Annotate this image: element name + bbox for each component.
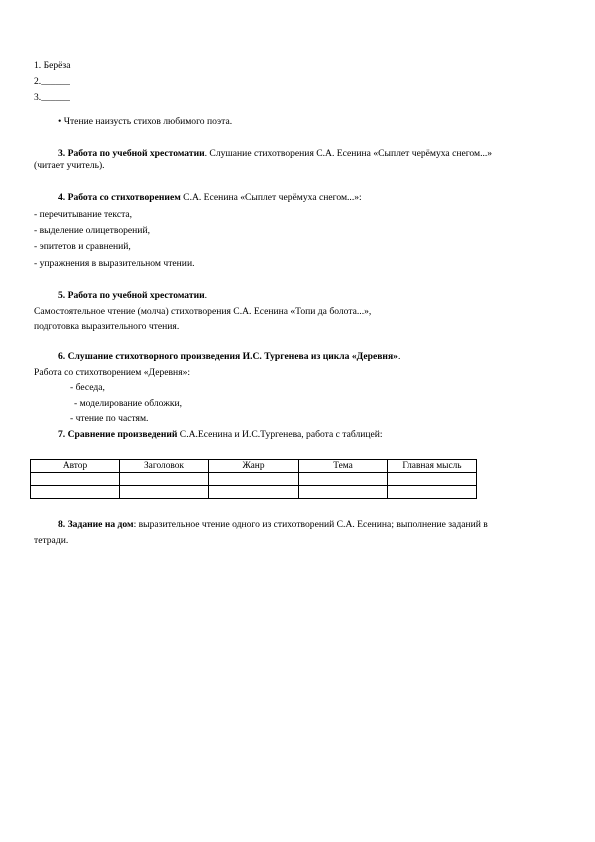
section8-heading: Задание на дом — [67, 519, 134, 530]
section6-heading-end: . — [397, 351, 401, 362]
table-header-cell: Тема — [299, 460, 388, 473]
table-cell — [209, 473, 299, 486]
list-item-2: 2.______ — [34, 76, 70, 87]
table-cell — [209, 486, 299, 499]
section5-heading-end: . — [204, 290, 208, 301]
table-header-cell: Автор — [31, 460, 120, 473]
section6-item: - моделирование обложки, — [74, 398, 183, 409]
section4-item: - выделение олицетворений, — [34, 225, 150, 236]
section6-title — [58, 351, 400, 363]
table-header-cell: Жанр — [209, 460, 299, 473]
section3-number: 3. — [58, 148, 66, 159]
section3-text: . Слушание стихотворения С.А. Есенина «Сыплет черёмуха снегом...» — [204, 148, 493, 159]
bullet-reading: • Чтение наизусть стихов любимого поэта. — [58, 116, 233, 127]
section5-line1: Самостоятельное чтение (молча) стихотворения С.А. Есенина «Топи да болота...», — [34, 306, 372, 317]
table-cell — [120, 473, 209, 486]
section8-line2: тетради. — [34, 535, 69, 546]
section3-line2: (читает учитель). — [34, 160, 105, 171]
section4-text: С.А. Есенина «Сыплет черёмуха снегом...»: — [180, 192, 362, 203]
list-item-3: 3.______ — [34, 92, 70, 103]
section7-number: 7. — [58, 429, 66, 440]
section5-line2: подготовка выразительного чтения. — [34, 321, 180, 332]
comparison-table — [30, 459, 477, 499]
section6-heading: Слушание стихотворного произведения И.С. Тургенева из цикла «Деревня» — [67, 351, 398, 362]
section4-title — [58, 192, 362, 204]
section7-text: С.А.Есенина и И.С.Тургенева, работа с таблицей: — [177, 429, 383, 440]
table-cell — [388, 473, 477, 486]
list-item-1: 1. Берёза — [34, 60, 71, 71]
section6-item: - чтение по частям. — [70, 413, 149, 424]
section7-heading: Сравнение произведений — [67, 429, 178, 440]
table-header-cell: Заголовок — [120, 460, 209, 473]
section6-item: - беседа, — [70, 382, 105, 393]
section5-number: 5. — [58, 290, 66, 301]
section6-line1: Работа со стихотворением «Деревня»: — [34, 367, 191, 378]
section4-item: - эпитетов и сравнений, — [34, 241, 131, 252]
section4-item: - упражнения в выразительном чтении. — [34, 258, 195, 269]
table-cell — [299, 486, 388, 499]
table-cell — [31, 486, 120, 499]
section6-number: 6. — [58, 351, 66, 362]
section5-title — [58, 290, 207, 302]
table-header-row — [31, 460, 477, 473]
section8-number: 8. — [58, 519, 66, 530]
table-header-cell: Главная мысль — [388, 460, 477, 473]
section8-text: : выразительное чтение одного из стихотворений С.А. Есенина; выполнение заданий в — [133, 519, 488, 530]
section8-line1 — [58, 519, 488, 531]
section7-title — [58, 429, 383, 441]
section4-number: 4. — [58, 192, 66, 203]
section5-heading: Работа по учебной хрестоматии — [67, 290, 205, 301]
section3-line1 — [58, 148, 492, 160]
table-cell — [31, 473, 120, 486]
table-row — [31, 473, 477, 486]
section4-heading: Работа со стихотворением — [67, 192, 181, 203]
section3-heading: Работа по учебной хрестоматии — [67, 148, 205, 159]
table-row — [31, 486, 477, 499]
section4-item: - перечитывание текста, — [34, 209, 133, 220]
table-cell — [299, 473, 388, 486]
table-cell — [388, 486, 477, 499]
table-cell — [120, 486, 209, 499]
